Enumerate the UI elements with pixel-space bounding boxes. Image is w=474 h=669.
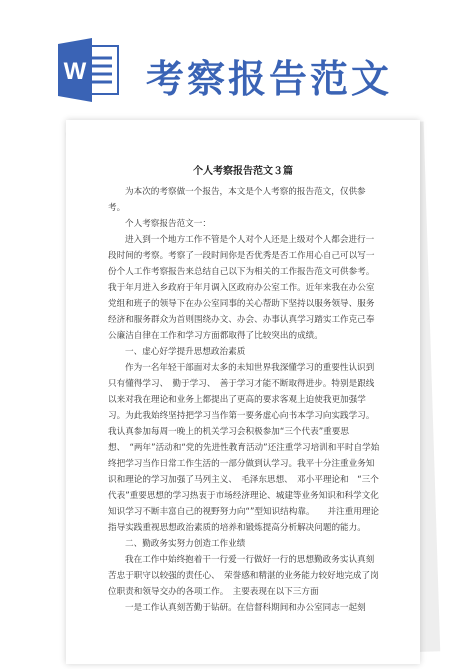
section-heading-2: 二、勤政务实努力创造工作业绩 <box>125 539 246 549</box>
paragraph-body: 作为一名年轻干部面对太多的未知世界我深懂学习的重要性认识到只有懂得学习、 勤于学习、 善于学习才能不断取得进步。特别是跟线以来对我在理论和业务上都提出了更高的要求客观上迫使我更加强学习。为此我始终坚持把学习当作第一要务虚心向书本学习向实践学习。我认真参加每周一晚上的机关学习会积极参加“三个代表”重要思想、 “两年”活动和“党的先进性教育活动”还注重学习培训和平时自学始终把学习当作日常工作生活的一部分做到认学习。我平十分注重业务知识和理论的学习加强了马列主义、 毛泽东思想、 邓小平理论和 “三个代表”重要思想的学习热衷于市场经济理论、城建等业务知识和科学文化知识学习不断丰富自己的视野努力向“”型知识结构靠。 并注重用理论指导实践重视思想政治素质的培养和锻炼提高分析解决问题的能力。 <box>108 363 380 533</box>
word-document-icon <box>58 38 120 102</box>
document-page <box>66 120 420 664</box>
paragraph-sample-heading: 个人考察报告范文一： <box>125 219 211 229</box>
document-body <box>108 184 380 616</box>
paragraph-body: 进入到一个地方工作不管是个人对个人还是上级对个人都会进行一段时间的考察。考察了一段时间你是否优秀是否工作用心自己可以写一份个人工作考察报告来总结自己以下为相关的工作报告范文可供参考。 我于年月进入乡政府于年月调入区政府办公室工作。近年来我在办公室党组和班子的领导下在办公室同事的关心帮助下坚持以服务领导、服务经济和服务群众为首则围绕办文、办会、办事认真学习踏实工作克己奉公廉洁自律在工作和学习方面都取得了比较突出的成绩。 <box>108 235 379 341</box>
word-logo-letter: W <box>63 58 87 85</box>
section-heading-1: 一、虚心好学提升思想政治素质 <box>125 347 246 357</box>
banner-title: 考察报告范文 <box>146 57 393 101</box>
document-title: 个人考察报告范文３篇 <box>193 166 293 177</box>
paragraph-body: 我在工作中始终抱着干一行爱一行做好一行的思想勤政务实认真刻苦忠于职守以较强的责任心、 荣誉感和精湛的业务能力较好地完成了岗位职责和领导交办的各项工作。 主要表现在以下三方面 <box>108 555 379 597</box>
banner-header <box>0 0 474 120</box>
paragraph-body: 一是工作认真刻苦勤于钻研。在信督科期间和办公室同志一起刻 <box>125 603 366 613</box>
paragraph-intro: 为本次的考察做一个报告，本文是个人考察的报告范文，仅供参考。 <box>108 187 366 213</box>
